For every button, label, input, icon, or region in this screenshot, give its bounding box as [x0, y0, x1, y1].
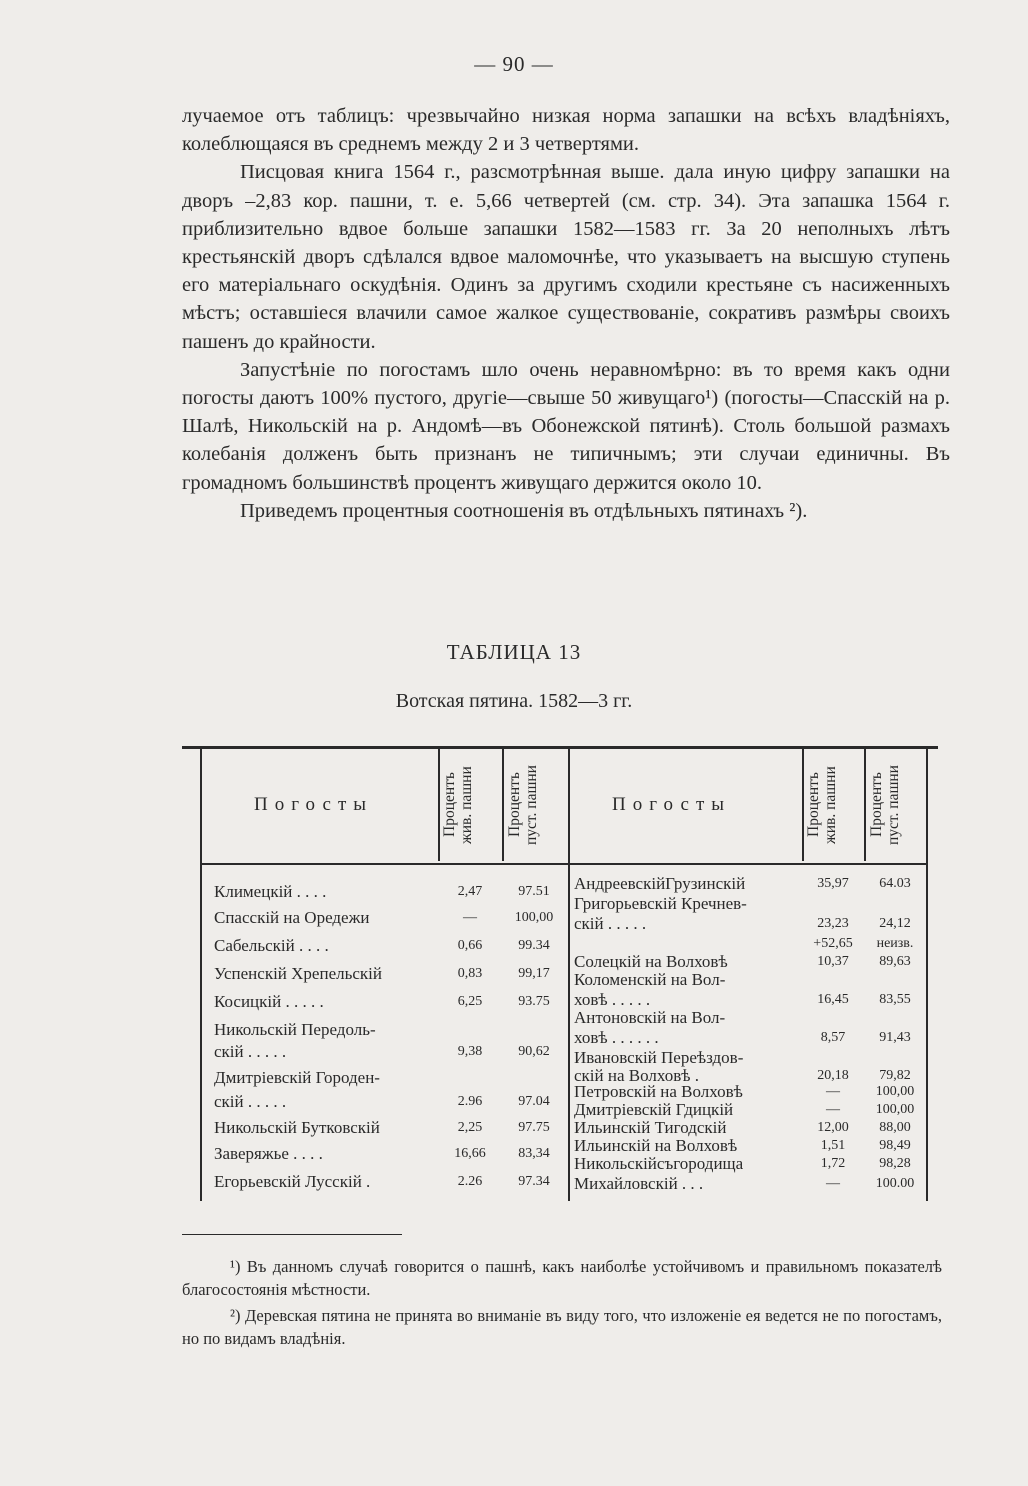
- table-border-left: [200, 749, 202, 1201]
- table-cell-pust: 100,00: [514, 910, 554, 925]
- table-cell-zhiv: 1,72: [820, 1156, 846, 1171]
- table-cell-pust: 93.75: [518, 994, 550, 1009]
- table-subheading: Вотская пятина. 1582—3 гг.: [395, 690, 633, 712]
- table-cell-pust: 100,00: [875, 1102, 915, 1117]
- table-cell-pust: 90,62: [518, 1044, 550, 1059]
- table-cell-pust: 97.51: [518, 884, 550, 899]
- table-cell-pogost: АндреевскійГрузинскій: [574, 874, 746, 893]
- table-cell-pust: 83,34: [518, 1146, 550, 1161]
- table-border-right: [926, 749, 928, 1201]
- footnote: ²) Деревская пятина не принята во вниманіе въ виду того, что изложеніе ея ведется не по погостамъ, но по видамъ владѣнія.: [182, 1306, 942, 1348]
- table-cell-pogost: Солецкій на Волховѣ: [574, 952, 728, 971]
- table-cell-zhiv: 16,45: [817, 992, 849, 1007]
- table-cell-pogost: Петровскій на Волховѣ: [574, 1082, 743, 1101]
- table-cell-pogost: Дмитріевскій Городен-: [214, 1068, 380, 1087]
- table-cell-pogost: Успенскій Хрепельскій: [214, 964, 382, 983]
- paragraph: лучаемое отъ таблицъ: чрезвычайно низкая норма запашки на всѣхъ владѣніяхъ, колеблющаяся въ среднемъ между 2 и 3 четвертями.: [182, 105, 950, 156]
- table-cell-pust: 98,28: [879, 1156, 911, 1171]
- table-cell-pogost: скій на Волховѣ .: [574, 1066, 699, 1085]
- header-pust-left: Процентъ пуст. пашни: [506, 765, 540, 845]
- table-cell-zhiv: 6,25: [457, 994, 483, 1009]
- table-cell-pust: 97.04: [518, 1094, 550, 1109]
- table-cell-pogost: Дмитріевскій Гдицкій: [574, 1100, 734, 1119]
- table-heading: ТАБЛИЦА 13: [446, 640, 582, 664]
- table-cell-pogost: Никольскій Бутковскій: [214, 1118, 380, 1137]
- table-cell-pogost: Сабельскій . . . .: [214, 936, 329, 955]
- table-cell-pust: 91,43: [879, 1030, 911, 1045]
- table-cell-zhiv: 2,25: [457, 1120, 483, 1135]
- footnote: ¹) Въ данномъ случаѣ говорится о пашнѣ, какъ наиболѣе устойчивомъ и правильномъ показателѣ благосостоянія мѣстности.: [182, 1257, 942, 1299]
- table-cell-pogost: Коломенскій на Вол-: [574, 970, 726, 989]
- table-cell-zhiv: 35,97: [817, 876, 849, 891]
- footnotes: [182, 1256, 942, 1354]
- table-cell-pust: 97.34: [518, 1174, 550, 1189]
- header-pogosty-right: Погосты: [612, 794, 732, 815]
- table-cell-zhiv: 16,66: [454, 1146, 486, 1161]
- paragraph: Писцовая книга 1564 г., разсмотрѣнная выше. дала иную цифру запашки на дворъ –2,83 кор. пашни, т. е. 5,66 четвертей (см. стр. 34). Эта запашка 1564 г. приблизительно вдвое больше запашки 1582—1583 гг. За 20 неполныхъ лѣтъ крестьянскій дворъ сдѣлался вдвое маломочнѣе, что указываетъ на высшую ступень его матеріальнаго оскудѣнія. Одинъ за другимъ сходили крестьяне съ насиженныхъ мѣстъ; оставшіеся влачили самое жалкое существованіе, сокративъ размѣры своихъ пашенъ до крайности.: [182, 161, 950, 353]
- header-pogosty-left: Погосты: [254, 794, 374, 815]
- header-zhiv-right: Процентъ жив. пашни: [805, 766, 839, 844]
- table-cell-zhiv: —: [826, 1084, 840, 1099]
- table-top-rule: [182, 746, 938, 749]
- table-cell-zhiv: 2,47: [457, 884, 483, 899]
- table-cell-pust: 97.75: [518, 1120, 550, 1135]
- table-cell-zhiv: 0,66: [457, 938, 483, 953]
- table-cell-pust: 79,82: [879, 1068, 911, 1083]
- table-cell-pogost: Егорьевскій Лусскій .: [214, 1172, 371, 1191]
- body-text: [182, 102, 950, 525]
- table-cell-pust: 100,00: [875, 1084, 915, 1099]
- table-cell-zhiv: —: [826, 1102, 840, 1117]
- table-cell-zhiv: 20,18: [817, 1068, 849, 1083]
- data-table: [182, 746, 938, 1202]
- column-divider: [802, 749, 804, 861]
- table-cell-zhiv: 1,51: [820, 1138, 846, 1153]
- paragraph: Приведемъ процентныя соотношенія въ отдѣльныхъ пятинахъ ²).: [240, 499, 808, 522]
- table-cell-pogost: Ильинскій Тигодскій: [574, 1118, 727, 1137]
- table-cell-zhiv: —: [826, 1176, 840, 1191]
- table-cell-pogost: скій . . . . .: [574, 914, 647, 933]
- footnote-rule: [182, 1234, 402, 1235]
- table-cell-pust: неизв.: [876, 936, 914, 951]
- table-cell-zhiv: 10,37: [817, 954, 849, 969]
- table-cell-pogost: Заверяжье . . . .: [214, 1144, 323, 1163]
- table-cell-pogost: Никольскійсъгородища: [574, 1154, 744, 1173]
- table-cell-pogost: Григорьевскій Кречнев-: [574, 894, 747, 913]
- table-cell-zhiv: 8,57: [820, 1030, 846, 1045]
- table-cell-pust: 99,17: [518, 966, 550, 981]
- table-cell-pust: 98,49: [879, 1138, 911, 1153]
- table-cell-pust: 83,55: [879, 992, 911, 1007]
- table-cell-zhiv: +52,65: [813, 936, 853, 951]
- paragraph: Запустѣніе по погостамъ шло очень неравномѣрно: въ то время какъ одни погосты даютъ 100% пустого, другіе—свыше 50 живущаго¹) (погосты—Спасскій на р. Шалѣ, Никольскій на р. Андомѣ—въ Обонежской пятинѣ). Столь большой размахъ колебанія долженъ быть признанъ не типичнымъ; эти случаи единичны. Въ громадномъ большинствѣ процентъ живущаго держится около 10.: [182, 358, 950, 494]
- table-cell-pogost: ховѣ . . . . .: [574, 990, 651, 1009]
- table-cell-zhiv: 9,38: [457, 1044, 483, 1059]
- table-cell-pogost: Никольскій Передоль-: [214, 1020, 376, 1039]
- column-divider: [864, 749, 866, 861]
- table-cell-pogost: Антоновскій на Вол-: [574, 1008, 726, 1027]
- column-divider: [438, 749, 440, 861]
- header-pust-right: Процентъ пуст. пашни: [868, 765, 902, 845]
- table-cell-pust: 99.34: [518, 938, 550, 953]
- table-cell-pogost: ховѣ . . . . . .: [574, 1028, 659, 1047]
- table-cell-zhiv: 23,23: [817, 916, 849, 931]
- table-cell-pust: 88,00: [879, 1120, 911, 1135]
- table-header-rule: [200, 863, 928, 865]
- page-number: — 90 —: [474, 52, 554, 76]
- table-cell-pogost: Ильинскій на Волховѣ: [574, 1136, 738, 1155]
- table-cell-pogost: Ивановскій Переѣздов-: [574, 1048, 744, 1067]
- table-cell-pogost: скій . . . . .: [214, 1042, 287, 1061]
- table-cell-pogost: Косицкій . . . . .: [214, 992, 324, 1011]
- table-cell-pust: 24,12: [879, 916, 911, 931]
- table-cell-pogost: скій . . . . .: [214, 1092, 287, 1111]
- table-cell-zhiv: 0,83: [457, 966, 483, 981]
- column-divider: [502, 749, 504, 861]
- column-divider: [568, 749, 570, 1201]
- table-cell-pogost: Спасскій на Оредежи: [214, 908, 370, 927]
- table-cell-zhiv: —: [463, 910, 477, 925]
- header-zhiv-left: Процентъ жив. пашни: [441, 766, 475, 844]
- table-cell-pogost: Михайловскій . . .: [574, 1174, 704, 1193]
- table-cell-pust: 64.03: [879, 876, 911, 891]
- table-cell-pust: 100.00: [875, 1176, 915, 1191]
- table-cell-zhiv: 12,00: [817, 1120, 849, 1135]
- table-cell-zhiv: 2.96: [457, 1094, 483, 1109]
- table-cell-pogost: Климецкій . . . .: [214, 882, 327, 901]
- table-cell-pust: 89,63: [879, 954, 911, 969]
- table-cell-zhiv: 2.26: [457, 1174, 483, 1189]
